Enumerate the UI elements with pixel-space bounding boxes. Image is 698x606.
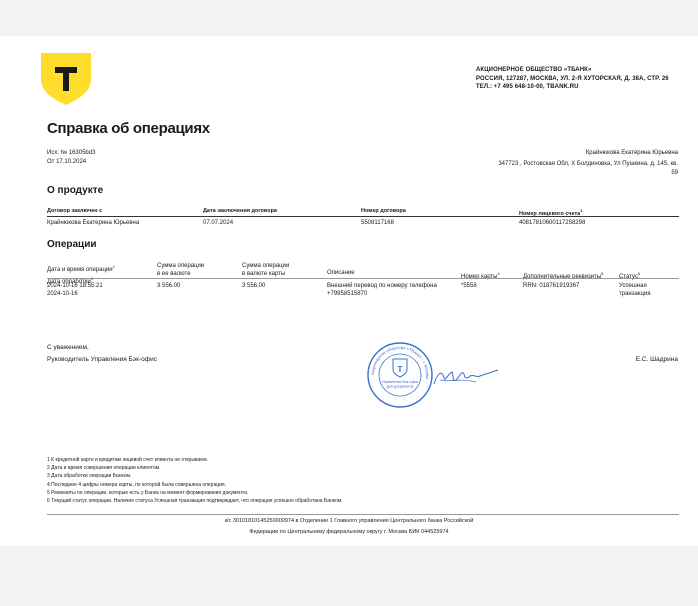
document-ref: Исх. № 16305bd3 [47,150,96,156]
signer-name: Е.С. Шадрина [635,356,678,363]
product-col-contract-number: Номер договора [361,208,406,214]
product-col-contract-date: Дата заключения договора [203,208,277,214]
top-background [0,0,698,36]
bank-name: АКЦИОНЕРНОЕ ОБЩЕСТВО «ТБАНК» [476,67,592,73]
footnote-5: 5 Реквизиты по операции, которые есть у Банка на момент формирования документа. [47,489,249,496]
footnote-2: 2 Дата и время совершения операции клиентом. [47,465,161,472]
bank-footer-line2: Федерации по Центральному федеральному округу г. Москва БИК 044525974 [249,529,449,535]
op-col-details: Дополнительные реквизиты$^5$ [523,271,604,280]
stamp-center-line2: Для документов [386,384,414,389]
recipient-address: 347723 , Ростовская Обл, Х Болдиновка, Ул Пушкина, д. 145, кв. [498,161,678,167]
recipient-name: Крайнюкова Екатерина Юрьевна [585,150,678,156]
product-header-rule [47,216,679,217]
product-client: Крайнюкова Екатерина Юрьевна [47,220,140,226]
footnote-4: 4 Последние 4 цифры номера карты, по которой была совершена операция. [47,481,227,488]
bottom-background [0,546,698,606]
product-col-account-number: Номер лицевого счета$^1$ [519,208,583,217]
bank-requisites [476,66,669,92]
op-col-datetime: Дата и время операции$^2$ Дата обработки$^3$ [47,264,115,285]
operations-header-rule [47,278,679,279]
regards-text: С уважением, [47,344,89,351]
op-row-description: Внешний перевод по номеру телефона +79958515870 [327,283,437,297]
bank-address: РОССИЯ, 127287, МОСКВА, УЛ. 2-Я ХУТОРСКАЯ, Д. 38А, СТР. 26 [476,75,669,82]
op-col-card: Номер карты$^4$ [461,271,500,280]
op-row-card: *5558 [461,283,477,289]
footer-rule [47,514,679,515]
op-col-amount: Сумма операции в ее валюте [157,263,205,277]
op-col-status: Статус$^6$ [619,271,641,280]
op-col-description: Описание [327,270,355,276]
stamp-ring-text: Акционерное общество «ТБанк» · г. Москва · [369,344,431,383]
op-col-amount-card: Сумма операции в валюте карты [242,263,290,277]
footnotes [47,456,343,505]
bank-stamp [366,341,434,409]
product-account: 40817810600117258298 [519,220,586,226]
op-row-amount: 3 556.00 [157,283,181,289]
footnote-3: 3 Дата обработки операции Банком. [47,473,132,480]
product-contract: 5508117168 [361,220,394,226]
document-page [0,36,698,546]
page-title: Справка об операциях [47,120,210,137]
op-row-datetime: 2024-10-16 18:55:21 2024-10-16 [47,283,103,297]
recipient-address-cont: 59 [671,170,678,176]
operations-heading: Операции [47,239,97,250]
signer-position: Руководитель Управления Бэк-офис [47,356,157,363]
op-row-status: Успешная транзакция [619,283,651,297]
stamp-center-line1: Управление Бэк-офис [381,380,419,384]
product-date: 07.07.2024 [203,220,234,226]
product-heading: О продукте [47,185,104,196]
op-row-amount-card: 3 556.00 [242,283,266,289]
document-date: От 17.10.2024 [47,159,87,165]
bank-contacts: ТЕЛ.: +7 495 648-10-00, TBANK.RU [476,84,579,90]
handwritten-signature [430,364,500,392]
footnote-1: 1 К кредитной карте и кредитам лицевой счет клиента не открываем. [47,457,208,463]
tbank-logo [41,53,91,105]
stamp-letter: T [397,365,403,374]
footnote-6: 6 Текущий статус операции. Наличие статуса Успешная транзакция подтверждает, что операция успешно обработана Банком. [47,498,343,505]
bank-footer-line1: к/с 30101810145250000974 в Отделение 1 Главного управления Центрального банка Российской [224,518,474,524]
product-col-contract-with: Договор заключен с [47,208,103,214]
op-row-details: RRN: 018761919367 [523,283,580,289]
